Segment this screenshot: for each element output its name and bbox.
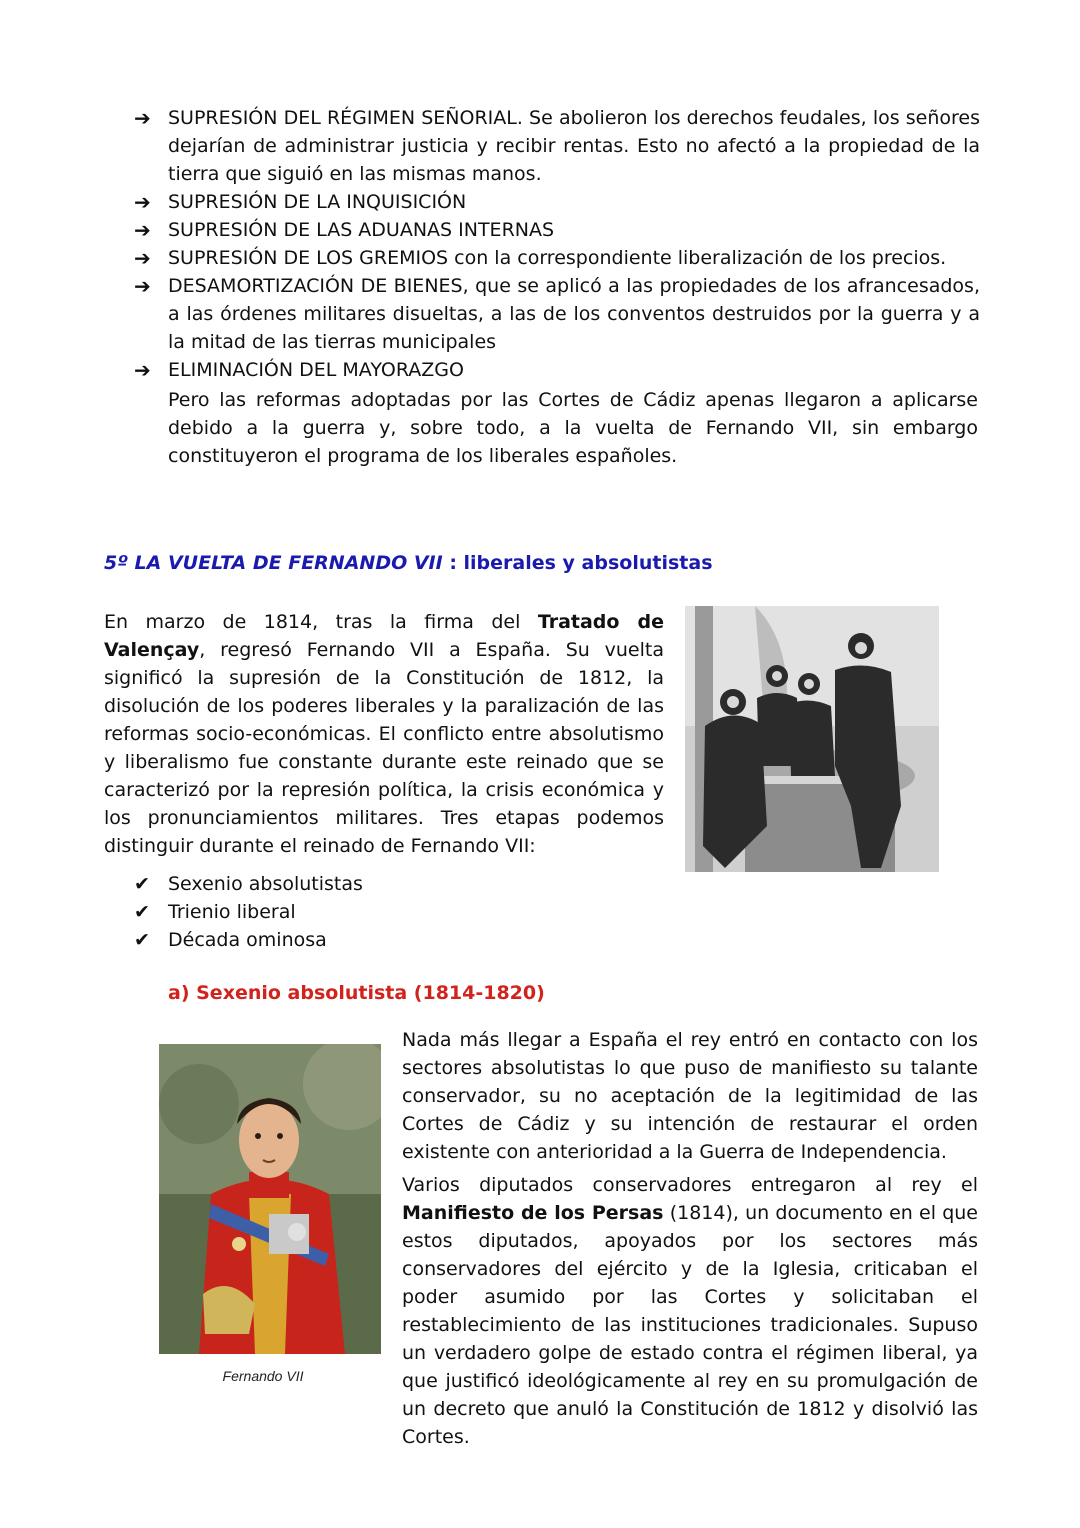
list-item: ➔ SUPRESIÓN DE LA INQUISICIÓN xyxy=(134,190,467,214)
checkmark-icon: ✔ xyxy=(134,901,150,923)
portrait-caption: Fernando VII xyxy=(222,1368,304,1384)
engraving-image xyxy=(685,606,939,872)
sexenio-paragraph-2: Varios diputados conservadores entregaron al rey el Manifiesto de los Persas (1814), un documento en el que estos diputados, apoyados por los sectores más conservadores del ejército y de la Iglesia, criticaban el poder asumido por las Cortes y solicitaban el restablecimiento de las instituciones tradicionales. Supuso un verdadero golpe de estado contra el régimen liberal, ya que justificó ideológicamente al rey en su promulgación de un decreto que anuló la Constitución de 1812 y disolvió las Cortes. xyxy=(402,1174,978,1448)
sexenio-paragraph-1: Nada más llegar a España el rey entró en contacto con los sectores absolutistas lo que puso de manifiesto su talante conservador, su no aceptación de la legitimidad de las Cortes de Cádiz y su intención de restaurar el orden existente con anterioridad a la Guerra de Independencia. xyxy=(402,1029,978,1163)
reforms-closing-paragraph: Pero las reformas adoptadas por las Cortes de Cádiz apenas llegaron a aplicarse debido a la guerra y, sobre todo, a la vuelta de Fernando VII, sin embargo constituyeron el programa de los liberales españoles. xyxy=(168,389,978,467)
sexenio-text xyxy=(402,1026,978,1451)
section-number-title: 5º LA VUELTA DE FERNANDO VII xyxy=(104,552,443,574)
list-item: ➔ SUPRESIÓN DE LAS ADUANAS INTERNAS xyxy=(134,218,555,242)
arrow-bullet-icon: ➔ xyxy=(134,246,151,270)
list-item: ✔ Década ominosa xyxy=(134,926,363,954)
checkmark-icon: ✔ xyxy=(134,929,150,951)
list-item: ➔ SUPRESIÓN DE LOS GREMIOS con la correspondiente liberalización de los precios. xyxy=(134,246,947,270)
arrow-bullet-icon: ➔ xyxy=(134,274,151,298)
list-item: ✔ Trienio liberal xyxy=(134,898,363,926)
section-heading: 5º LA VUELTA DE FERNANDO VII : liberales y absolutistas xyxy=(104,552,713,574)
list-item: ➔ ELIMINACIÓN DEL MAYORAZGO xyxy=(134,358,464,382)
arrow-bullet-icon: ➔ xyxy=(134,190,151,214)
intro-paragraph: En marzo de 1814, tras la firma del Tratado de Valençay, regresó Fernando VII a España. Su vuelta significó la supresión de la Constitución de 1812, la disolución de los poderes liberales y la paralización de las reformas socio-económicas. El conflicto entre absolutismo y liberalismo fue constante durante este reinado que se caracterizó por la represión política, la crisis económica y los pronunciamientos militares. Tres etapas podemos distinguir durante el reinado de Fernando VII: xyxy=(104,611,664,857)
subsection-heading: a) Sexenio absolutista (1814-1820) xyxy=(168,982,545,1004)
checkmark-icon: ✔ xyxy=(134,873,150,895)
reforms-list xyxy=(134,104,980,384)
manifiesto-name: Manifiesto de los Persas xyxy=(402,1202,664,1224)
list-item: ✔ Sexenio absolutistas xyxy=(134,870,363,898)
stages-list xyxy=(134,870,363,954)
list-item: ➔ DESAMORTIZACIÓN DE BIENES, que se aplicó a las propiedades de los afrancesados, a las órdenes militares disueltas, a las de los conventos destruidos por la guerra y a la mitad de las tierras municipales xyxy=(134,274,980,353)
section-subtitle: liberales y absolutistas xyxy=(463,552,713,574)
arrow-bullet-icon: ➔ xyxy=(134,106,151,130)
arrow-bullet-icon: ➔ xyxy=(134,358,151,382)
arrow-bullet-icon: ➔ xyxy=(134,218,151,242)
treaty-name: Tratado de Valençay xyxy=(104,611,664,661)
fernando-vii-portrait xyxy=(159,1044,381,1354)
list-item: ➔ SUPRESIÓN DEL RÉGIMEN SEÑORIAL. Se abolieron los derechos feudales, los señores dejarían de administrar justicia y recibir rentas. Esto no afectó a la propiedad de la tierra que siguió en las mismas manos. xyxy=(134,106,981,185)
